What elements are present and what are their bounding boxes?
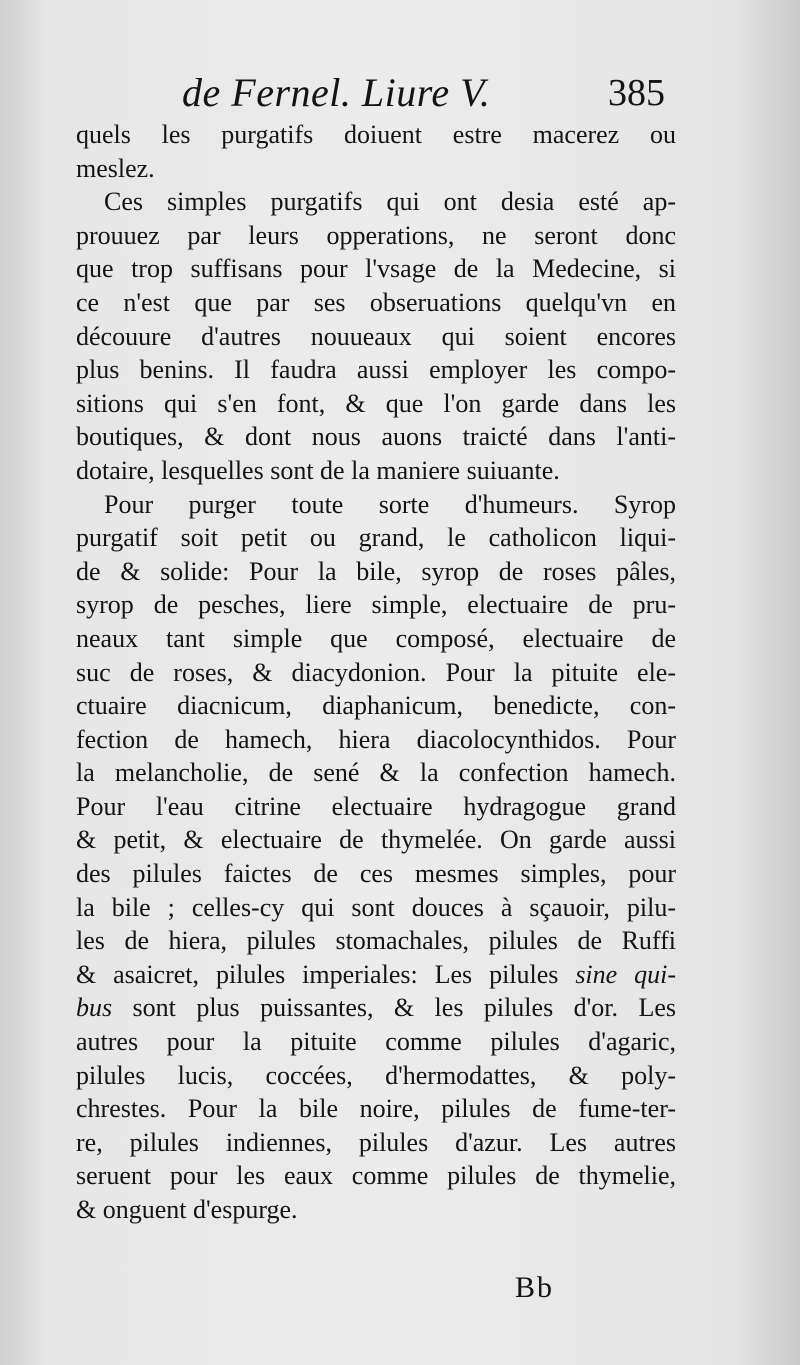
text-line: des pilules faictes de ces mesmes simples, pour [76, 859, 676, 889]
text-line: pilules lucis, coccées, d'hermodattes, & poly- [76, 1060, 676, 1090]
text-line: re, pilules indiennes, pilules d'azur. Les autres [76, 1127, 676, 1157]
text-line: ce n'est que par ses obseruations quelqu'vn en [76, 287, 676, 317]
text-line: Pour l'eau citrine electuaire hydragogue grand [76, 791, 676, 821]
text-line: boutiques, & dont nous auons traicté dans l'anti- [76, 422, 676, 452]
text-line: fection de hamech, hiera diacolocynthidos. Pour [76, 724, 676, 754]
text-line: & onguent d'espurge. [76, 1195, 298, 1224]
text-line: purgatif soit petit ou grand, le catholicon liqui- [76, 523, 676, 553]
text-line: les de hiera, pilules stomachales, pilules de Ruffi [76, 926, 676, 956]
text-line: la bile ; celles-cy qui sont douces à sçauoir, pilu- [76, 892, 676, 922]
text-line: Pour purger toute sorte d'humeurs. Syrop [104, 489, 676, 519]
text-line: ctuaire diacnicum, diaphanicum, benedicte, con- [76, 691, 676, 721]
text-line: prouuez par leurs opperations, ne seront donc [76, 220, 676, 250]
catchword: Bb [515, 1271, 555, 1304]
page-header [0, 68, 800, 118]
text-line: la melancholie, de sené & la confection hamech. [76, 758, 676, 788]
text-line: quels les purgatifs doiuent estre macerez ou [76, 120, 676, 149]
italic-latin: sine qui- [575, 959, 676, 989]
text-line: seruent pour les eaux comme pilules de thymelie, [76, 1161, 676, 1191]
text-line: dotaire, lesquelles sont de la maniere suiuante. [76, 455, 560, 485]
text-line: syrop de pesches, liere simple, electuaire de pru- [76, 590, 676, 620]
text-line: Ces simples purgatifs qui ont desia esté ap- [104, 187, 676, 217]
paragraph [76, 185, 676, 487]
paragraph [76, 488, 676, 1227]
italic-latin: bus [76, 993, 113, 1023]
text-line: & asaicret, pilules imperiales: Les pilules sine qui- [76, 959, 676, 989]
text-line: & petit, & electuaire de thymelée. On garde aussi [76, 825, 676, 855]
text-line: découure d'autres nouueaux qui soient encores [76, 321, 676, 351]
text-line: suc de roses, & diacydonion. Pour la pituite ele- [76, 657, 676, 687]
page-number: 385 [608, 72, 665, 114]
text-line: bus sont plus puissantes, & les pilules d'or. Les [76, 993, 676, 1023]
body-text [76, 118, 676, 1227]
running-head: de Fernel. Liure V. [182, 70, 491, 115]
paragraph [76, 118, 676, 185]
text-line: autres pour la pituite comme pilules d'agaric, [76, 1027, 676, 1057]
text-line: plus benins. Il faudra aussi employer les compo- [76, 355, 676, 385]
text-line: chrestes. Pour la bile noire, pilules de fume-ter- [76, 1094, 676, 1124]
text-line: neaux tant simple que composé, electuaire de [76, 623, 676, 653]
text-line: de & solide: Pour la bile, syrop de roses pâles, [76, 556, 676, 586]
text-line: sitions qui s'en font, & que l'on garde dans les [76, 388, 676, 418]
text-line: meslez. [76, 153, 155, 183]
text-line: que trop suffisans pour l'vsage de la Medecine, si [76, 254, 676, 284]
